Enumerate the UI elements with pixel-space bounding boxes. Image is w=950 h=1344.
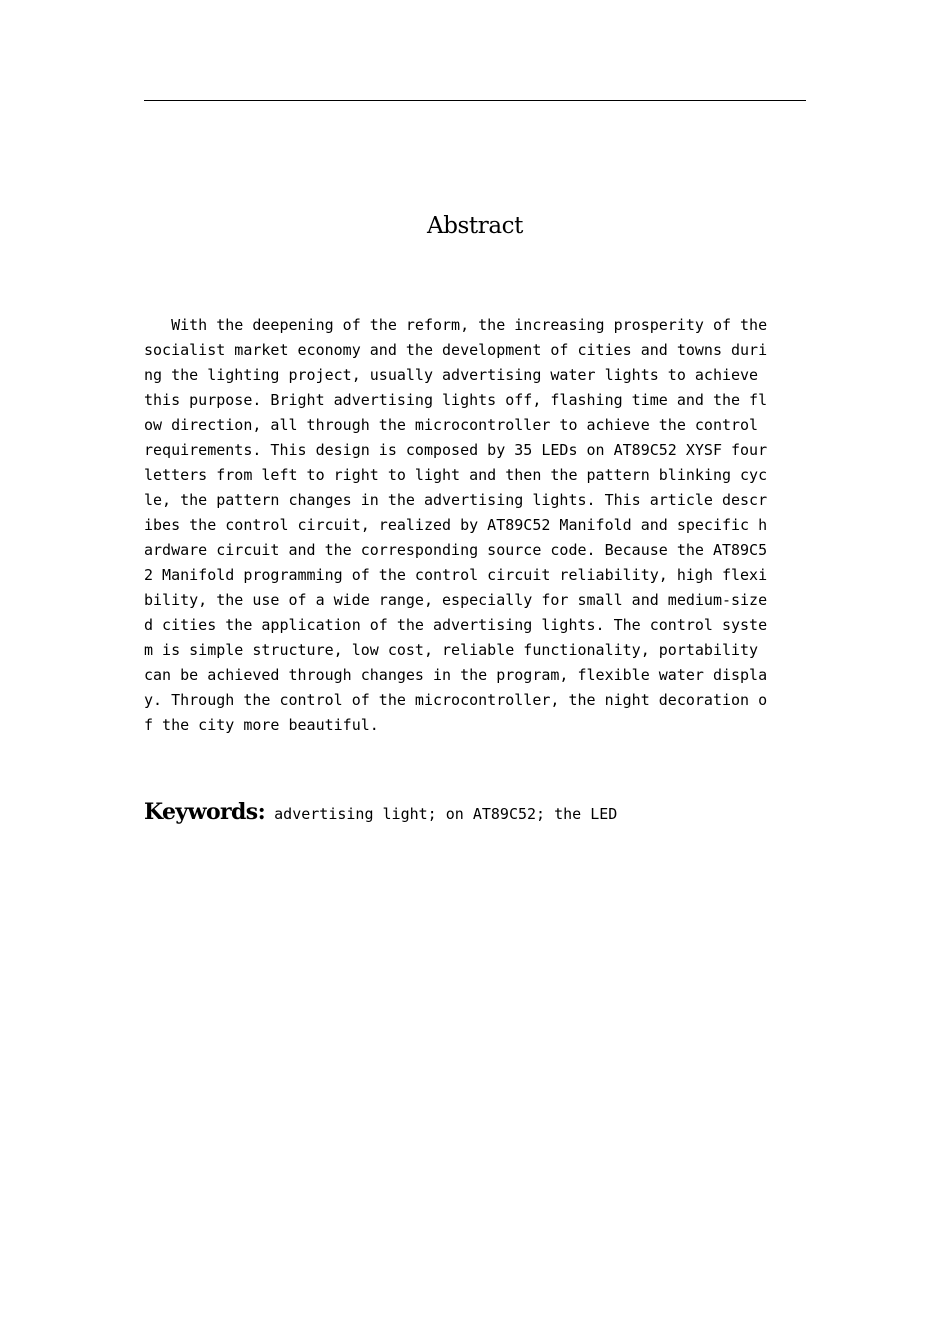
abstract-line: ibes the control circuit, realized by AT89C52 Manifold and specific h <box>144 516 768 534</box>
abstract-line: ardware circuit and the corresponding source code. Because the AT89C5 <box>144 541 768 559</box>
abstract-line: this purpose. Bright advertising lights off, flashing time and the fl <box>144 391 768 409</box>
abstract-body <box>144 313 806 738</box>
keywords-line <box>144 796 806 830</box>
abstract-line: With the deepening of the reform, the increasing prosperity of the <box>144 316 768 334</box>
abstract-line: y. Through the control of the microcontroller, the night decoration o <box>144 691 768 709</box>
abstract-line: f the city more beautiful. <box>144 716 379 734</box>
abstract-line: ng the lighting project, usually advertising water lights to achieve <box>144 366 759 384</box>
abstract-line: d cities the application of the advertising lights. The control syste <box>144 616 768 634</box>
abstract-line: m is simple structure, low cost, reliable functionality, portability <box>144 641 759 659</box>
keywords-text: advertising light; on AT89C52; the LED <box>274 805 618 823</box>
abstract-line: letters from left to right to light and then the pattern blinking cyc <box>144 466 768 484</box>
header-rule <box>144 100 806 101</box>
abstract-line: requirements. This design is composed by 35 LEDs on AT89C52 XYSF four <box>144 441 768 459</box>
abstract-line: can be achieved through changes in the program, flexible water displa <box>144 666 768 684</box>
keywords-label: Keywords: <box>144 799 266 825</box>
abstract-line: ow direction, all through the microcontroller to achieve the control <box>144 416 759 434</box>
abstract-line: le, the pattern changes in the advertising lights. This article descr <box>144 491 768 509</box>
page-title: Abstract <box>426 213 523 239</box>
abstract-line: bility, the use of a wide range, especially for small and medium-size <box>144 591 768 609</box>
abstract-line: socialist market economy and the development of cities and towns duri <box>144 341 768 359</box>
abstract-line: 2 Manifold programming of the control circuit reliability, high flexi <box>144 566 768 584</box>
